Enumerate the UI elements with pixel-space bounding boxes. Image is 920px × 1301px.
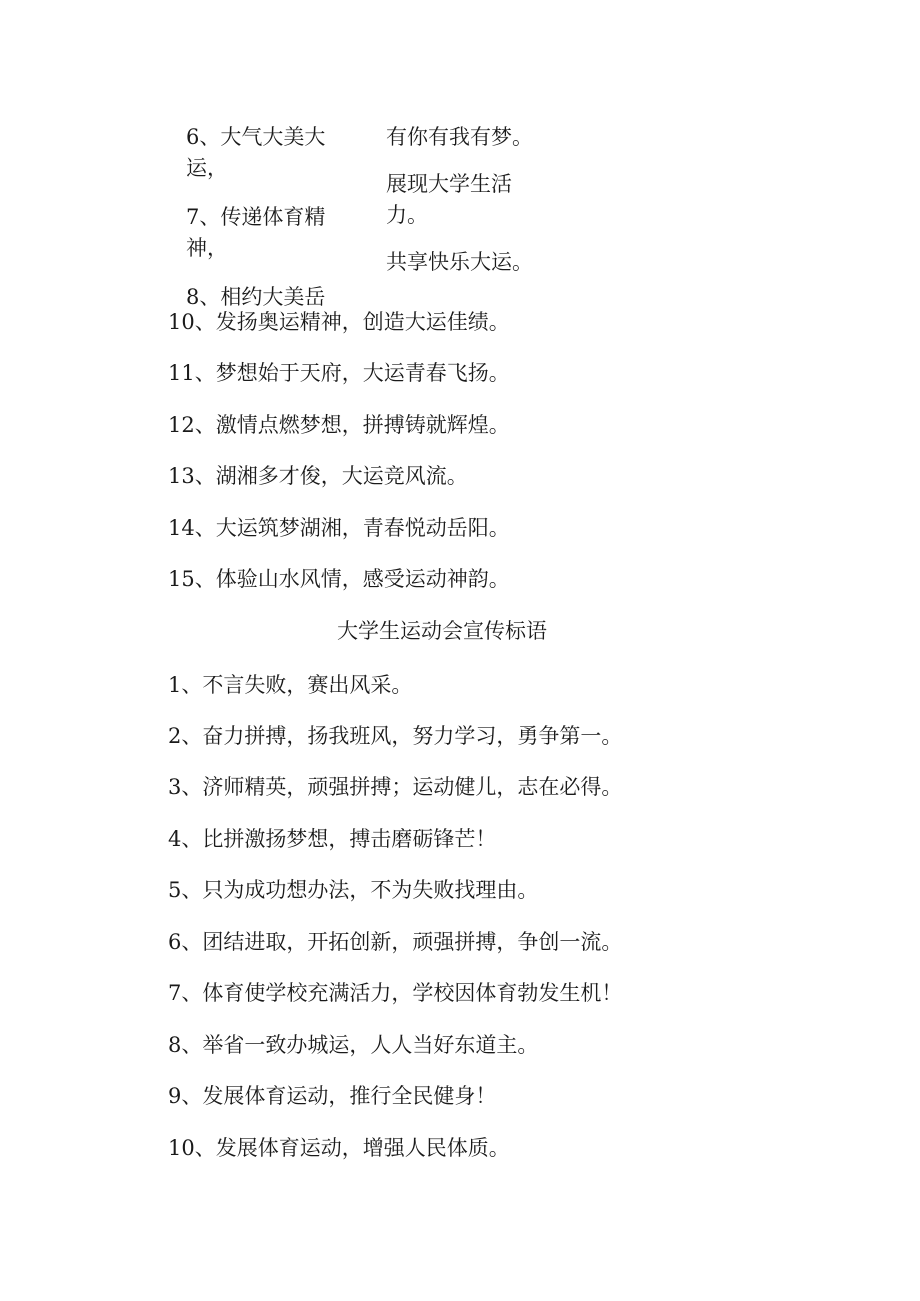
two-column-slogan-block [186, 122, 606, 309]
slogan-line: 11、梦想始于天府，大运青春飞扬。 [168, 361, 510, 385]
slogan-line: 1、不言失败，赛出风采。 [168, 673, 413, 697]
slogan-line: 13、湖湘多才俊，大运竞风流。 [168, 464, 468, 488]
left-column-item: 6、大气大美大运， [186, 125, 326, 180]
slogan-line: 3、济师精英，顽强拼搏；运动健儿，志在必得。 [168, 775, 623, 799]
slogan-line: 9、发展体育运动，推行全民健身！ [168, 1084, 497, 1108]
slogan-line: 7、体育使学校充满活力，学校因体育勃发生机！ [168, 981, 623, 1005]
right-column [386, 122, 546, 294]
slogan-line: 5、只为成功想办法，不为失败找理由。 [168, 878, 539, 902]
slogan-line: 12、激情点燃梦想，拼搏铸就辉煌。 [168, 413, 510, 437]
slogan-line: 10、发展体育运动，增强人民体质。 [168, 1136, 510, 1160]
left-column-item: 8、相约大美岳 [186, 285, 326, 309]
section-heading: 大学生运动会宣传标语 [337, 619, 547, 643]
left-column-item: 7、传递体育精神， [186, 205, 326, 260]
slogan-line: 14、大运筑梦湖湘，青春悦动岳阳。 [168, 516, 510, 540]
right-column-item: 有你有我有梦。 [386, 125, 533, 149]
slogan-line: 2、奋力拼搏，扬我班风，努力学习，勇争第一。 [168, 724, 623, 748]
slogan-line: 6、团结进取，开拓创新，顽强拼搏，争创一流。 [168, 930, 623, 954]
slogan-line: 4、比拼激扬梦想，搏击磨砺锋芒！ [168, 827, 497, 851]
left-column [186, 122, 351, 331]
right-column-item: 共享快乐大运。 [386, 250, 533, 274]
slogan-line: 8、举省一致办城运，人人当好东道主。 [168, 1033, 539, 1057]
slogan-line: 15、体验山水风情，感受运动神韵。 [168, 567, 510, 591]
right-column-item: 展现大学生活力。 [386, 172, 512, 227]
slogan-line: 10、发扬奥运精神，创造大运佳绩。 [168, 310, 510, 334]
